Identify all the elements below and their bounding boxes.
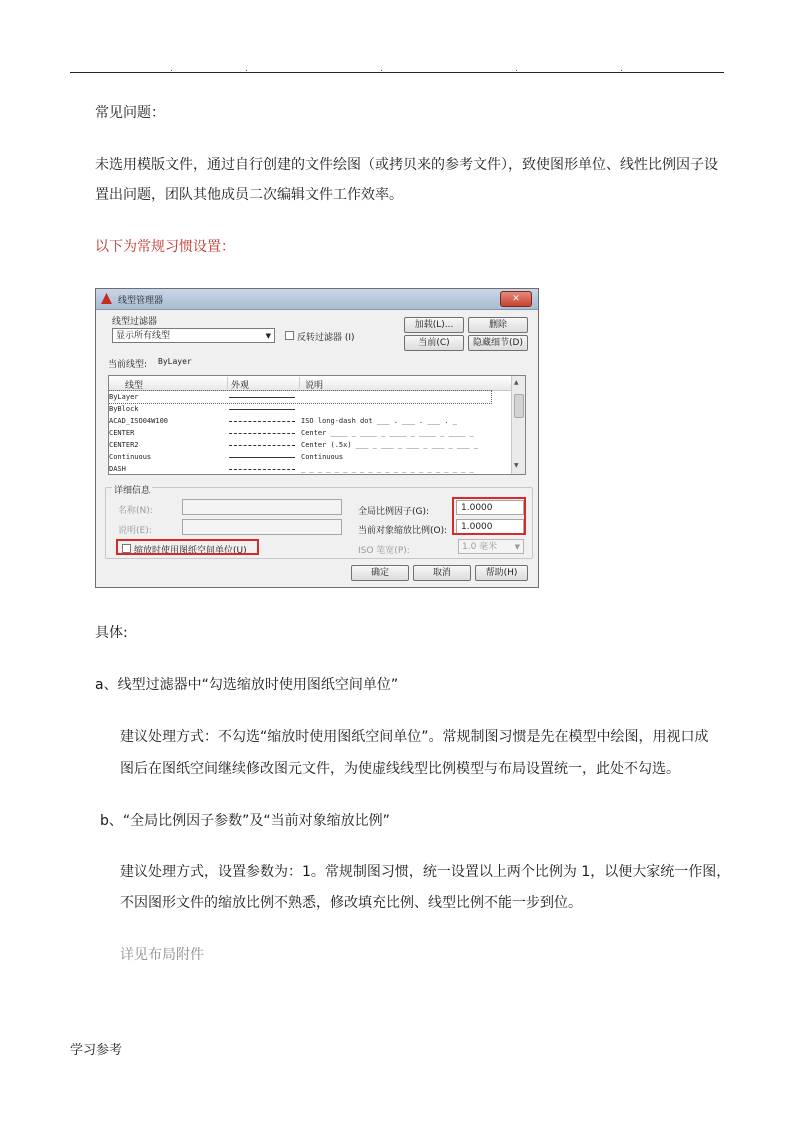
- row-name: ByLayer: [109, 393, 139, 401]
- iso-pen-value: 1.0 毫米: [462, 542, 498, 552]
- row-desc: Center ____ _ ____ _ ____ _ ____ _ ____ _: [301, 429, 474, 437]
- delete-button[interactable]: 删除: [468, 317, 528, 333]
- row-desc: _ _ _ _ _ _ _ _ _ _ _ _ _ _ _ _ _ _ _ _ _: [301, 465, 474, 473]
- invert-filter-checkbox[interactable]: [285, 331, 294, 340]
- header-dot: .: [515, 64, 518, 74]
- column-divider: [299, 377, 300, 389]
- header-dot: .: [170, 64, 173, 74]
- row-sample: [229, 469, 295, 470]
- table-row[interactable]: [109, 427, 513, 439]
- table-row[interactable]: [109, 451, 513, 463]
- row-name: ACAD_ISO04W100: [109, 417, 169, 425]
- row-sample: [229, 457, 295, 458]
- row-sample: [229, 433, 295, 434]
- table-row[interactable]: [109, 415, 513, 427]
- current-button[interactable]: 当前(C): [404, 335, 464, 351]
- global-scale-label: 全局比例因子(G):: [358, 507, 430, 517]
- current-linetype-value: ByLayer: [158, 357, 192, 366]
- header-rule: [70, 72, 724, 73]
- help-button[interactable]: 帮助(H): [475, 565, 528, 581]
- column-divider: [227, 377, 228, 389]
- item-a-line-2: 图后在图纸空间继续修改图元文件，为使虚线线型比例模型与布局设置统一，此处不勾选。: [120, 761, 680, 777]
- column-header-appearance[interactable]: 外观: [231, 381, 250, 391]
- row-name: Continuous: [109, 453, 152, 461]
- row-name: ByBlock: [109, 405, 139, 413]
- list-scrollbar[interactable]: [511, 376, 525, 474]
- column-header-linetype[interactable]: 线型: [125, 381, 144, 391]
- see-layout-note: 详见布局附件: [120, 947, 204, 963]
- filter-select-value: 显示所有线型: [116, 331, 171, 341]
- filter-label: 线型过滤器: [112, 317, 158, 327]
- name-field[interactable]: [182, 499, 342, 515]
- scroll-up-icon[interactable]: ▲: [514, 379, 519, 386]
- header-dot: .: [380, 64, 383, 74]
- problem-line-2: 置出问题，团队其他成员二次编辑文件工作效率。: [95, 187, 403, 203]
- section-title: 常见问题：: [95, 105, 165, 121]
- chevron-down-icon: ▼: [514, 543, 520, 551]
- row-name: CENTER2: [109, 441, 139, 449]
- item-a-line-1: 建议处理方式：不勾选“缩放时使用图纸空间单位”。常规制图习惯是先在模型中绘图，用视口成: [120, 729, 709, 745]
- row-desc: Continuous: [301, 453, 344, 461]
- row-sample: [229, 421, 295, 422]
- filter-select[interactable]: [112, 328, 275, 343]
- current-scale-label: 当前对象缩放比例(O):: [358, 526, 448, 536]
- table-row[interactable]: [109, 391, 491, 403]
- dialog-titlebar: [96, 289, 538, 310]
- invert-filter-label: 反转过滤器 (I): [297, 333, 355, 343]
- desc-label: 说明(E):: [118, 526, 152, 536]
- item-b-line-1: 建议处理方式，设置参数为：1。常规制图习惯，统一设置以上两个比例为 1，以便大家统一作图，: [120, 864, 731, 880]
- current-scale-input[interactable]: 1.0000: [456, 519, 524, 534]
- highlight-box: [452, 497, 526, 535]
- cancel-button[interactable]: 取消: [413, 565, 471, 581]
- row-desc: ISO long-dash dot ___ . ___ . ___ . _: [301, 417, 457, 425]
- desc-field[interactable]: [182, 519, 342, 535]
- table-row[interactable]: [109, 439, 513, 451]
- global-scale-input[interactable]: 1.0000: [456, 500, 524, 515]
- row-desc: Center (.5x) ___ _ ___ _ ___ _ ___ _ ___ _: [301, 441, 479, 449]
- iso-pen-label: ISO 笔宽(P):: [358, 546, 410, 556]
- column-header-description[interactable]: 说明: [305, 381, 324, 391]
- item-b-line-2: 不因图形文件的缩放比例不熟悉，修改填充比例、线型比例不能一步到位。: [120, 895, 582, 911]
- item-a-title: a、线型过滤器中“勾选缩放时使用图纸空间单位”: [95, 677, 399, 693]
- current-linetype-label: 当前线型:: [108, 360, 148, 370]
- row-sample: [229, 409, 295, 410]
- scroll-down-icon[interactable]: ▼: [514, 462, 519, 469]
- problem-line-1: 未选用模版文件，通过自行创建的文件绘图（或拷贝来的参考文件），致使图形单位、线性比例因子设: [95, 157, 718, 173]
- row-sample: [229, 397, 295, 398]
- item-b-title: b、“全局比例因子参数”及“当前对象缩放比例”: [100, 813, 390, 829]
- name-label: 名称(N):: [118, 506, 153, 516]
- chevron-down-icon: ▼: [265, 332, 271, 340]
- scroll-thumb[interactable]: [514, 394, 524, 418]
- list-header: [109, 376, 513, 391]
- paper-space-units-label: 缩放时使用图纸空间单位(U): [134, 546, 247, 556]
- header-dot: .: [620, 64, 623, 74]
- footer-text: 学习参考: [70, 1043, 123, 1058]
- autocad-logo-icon: [101, 293, 112, 304]
- table-row[interactable]: [109, 463, 513, 475]
- row-name: CENTER: [109, 429, 135, 437]
- linetype-list[interactable]: [108, 375, 526, 475]
- hide-details-button[interactable]: 隐藏细节(D): [468, 335, 528, 351]
- dialog-title: 线型管理器: [118, 296, 164, 306]
- close-button[interactable]: ✕: [500, 291, 532, 307]
- load-button[interactable]: 加载(L)...: [404, 317, 464, 333]
- table-row[interactable]: [109, 403, 513, 415]
- specific-title: 具体:: [95, 625, 128, 641]
- linetype-manager-dialog: [95, 288, 539, 588]
- habit-heading: 以下为常规习惯设置：: [95, 239, 235, 255]
- header-dot: .: [245, 64, 248, 74]
- details-group-label: 详细信息: [112, 483, 152, 496]
- ok-button[interactable]: 确定: [351, 565, 409, 581]
- highlight-box: [116, 539, 259, 555]
- row-name: DASH: [109, 465, 126, 473]
- iso-pen-select[interactable]: [458, 539, 524, 554]
- row-sample: [229, 445, 295, 446]
